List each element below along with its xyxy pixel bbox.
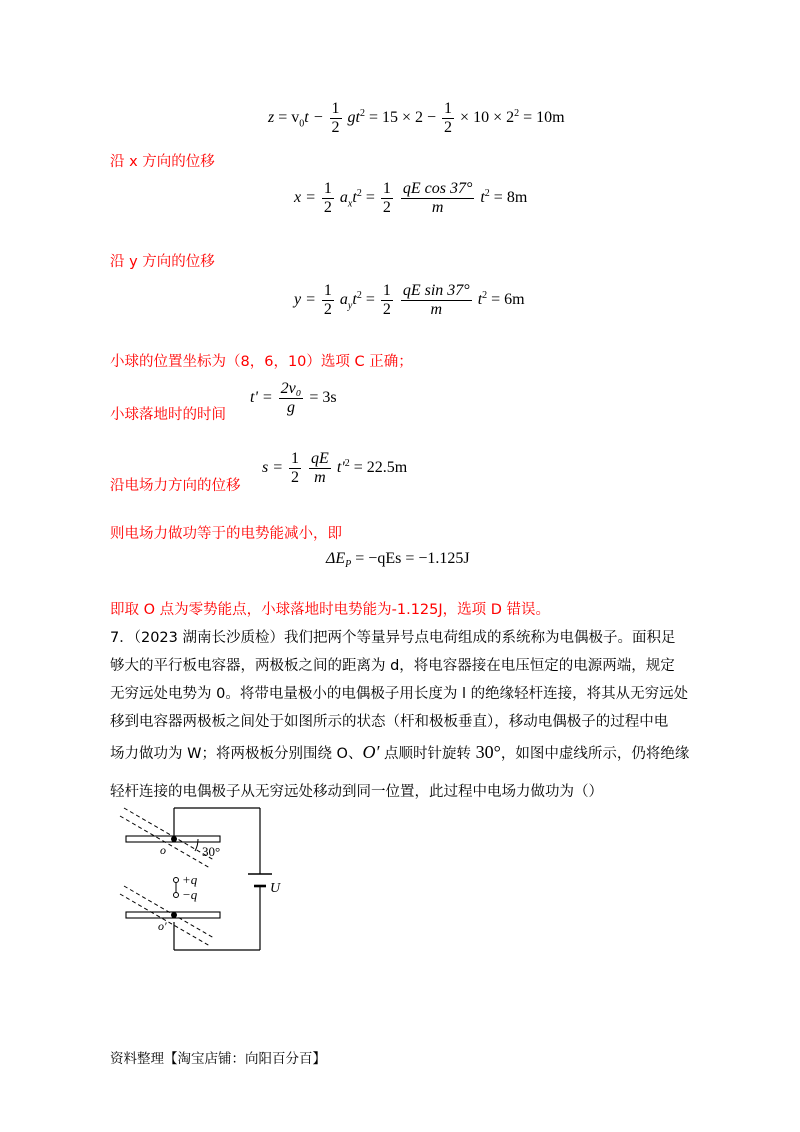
footer-source: 资料整理【淘宝店铺：向阳百分百】 (110, 1051, 326, 1067)
question-7-line-3: 无穷远处电势为 0。将带电量极小的电偶极子用长度为 l 的绝缘轻杆连接，将其从无穷远处 (110, 686, 689, 702)
question-7-line-1: 7．（2023 湖南长沙质检）我们把两个等量异号点电荷组成的系统称为电偶极子。面积足 (110, 630, 676, 646)
point-o-prime-label: o′ (158, 919, 167, 933)
fall-time-label: 小球落地时的时间 (110, 407, 226, 423)
zero-potential-line: 即取 O 点为零势能点，小球落地时电势能为-1.125J，选项 D 错误。 (110, 602, 551, 618)
question-7-line-5: 场力做功为 W；将两极板分别围绕 O、O′ 点顺时针旋转 30°，如图中虚线所示，仍将绝缘 (110, 742, 690, 762)
equation-s: s = $\frac{1}{2}$ $\frac{qE}{m}$ $t'^2 = 22.5m$ (262, 450, 408, 486)
position-result-line: 小球的位置坐标为（8，6，10）选项 C 正确； (110, 354, 413, 370)
question-7-line-6: 轻杆连接的电偶极子从无穷远处移动到同一位置，此过程中电场力做功为（） (110, 784, 603, 800)
equation-time: t' = $\frac{\text{2v₀}}{g}$ = 3s (250, 380, 337, 416)
work-energy-line: 则电场力做功等于的电势能减小，即 (110, 526, 342, 542)
label-x-displacement: 沿 x 方向的位移 (110, 154, 215, 170)
question-7-line-4: 移到电容器两极板之间处于如图所示的状态（杆和极板垂直），移动电偶极子的过程中电 (110, 714, 669, 730)
capacitor-dipole-figure (118, 806, 288, 956)
equation-y: y = $\frac{1}{2}$ $a_yt^2$ = $\frac{1}{2}$ $\frac{\text{qE sin 37°}}{m}$ $t^2 = 6m$ (294, 282, 525, 318)
voltage-label: U (270, 881, 281, 896)
equation-delta-ep: $\Delta E_P = -qEs = -1.125J$ (326, 550, 470, 571)
point-o-label: o (160, 843, 166, 857)
minus-q-label: −q (182, 887, 198, 902)
angle-label: 30° (202, 844, 221, 859)
plus-q-label: +q (182, 872, 198, 887)
label-y-displacement: 沿 y 方向的位移 (110, 254, 215, 270)
question-7-line-2: 够大的平行板电容器，两极板之间的距离为 d，将电容器接在电压恒定的电源两端，规定 (110, 658, 675, 674)
field-displacement-label: 沿电场力方向的位移 (110, 478, 241, 494)
equation-z: $z = v_0t$ − $\frac{1}{2}$ $gt^2 = 15 \times 2$ − $\frac{1}{2}$ × $10 \times 2^2 = 10m$ (268, 100, 565, 136)
equation-x: x = $\frac{1}{2}$ $a_xt^2$ = $\frac{1}{2}$ $\frac{\text{qE cos 37°}}{m}$ $t^2 = 8m$ (294, 180, 528, 216)
